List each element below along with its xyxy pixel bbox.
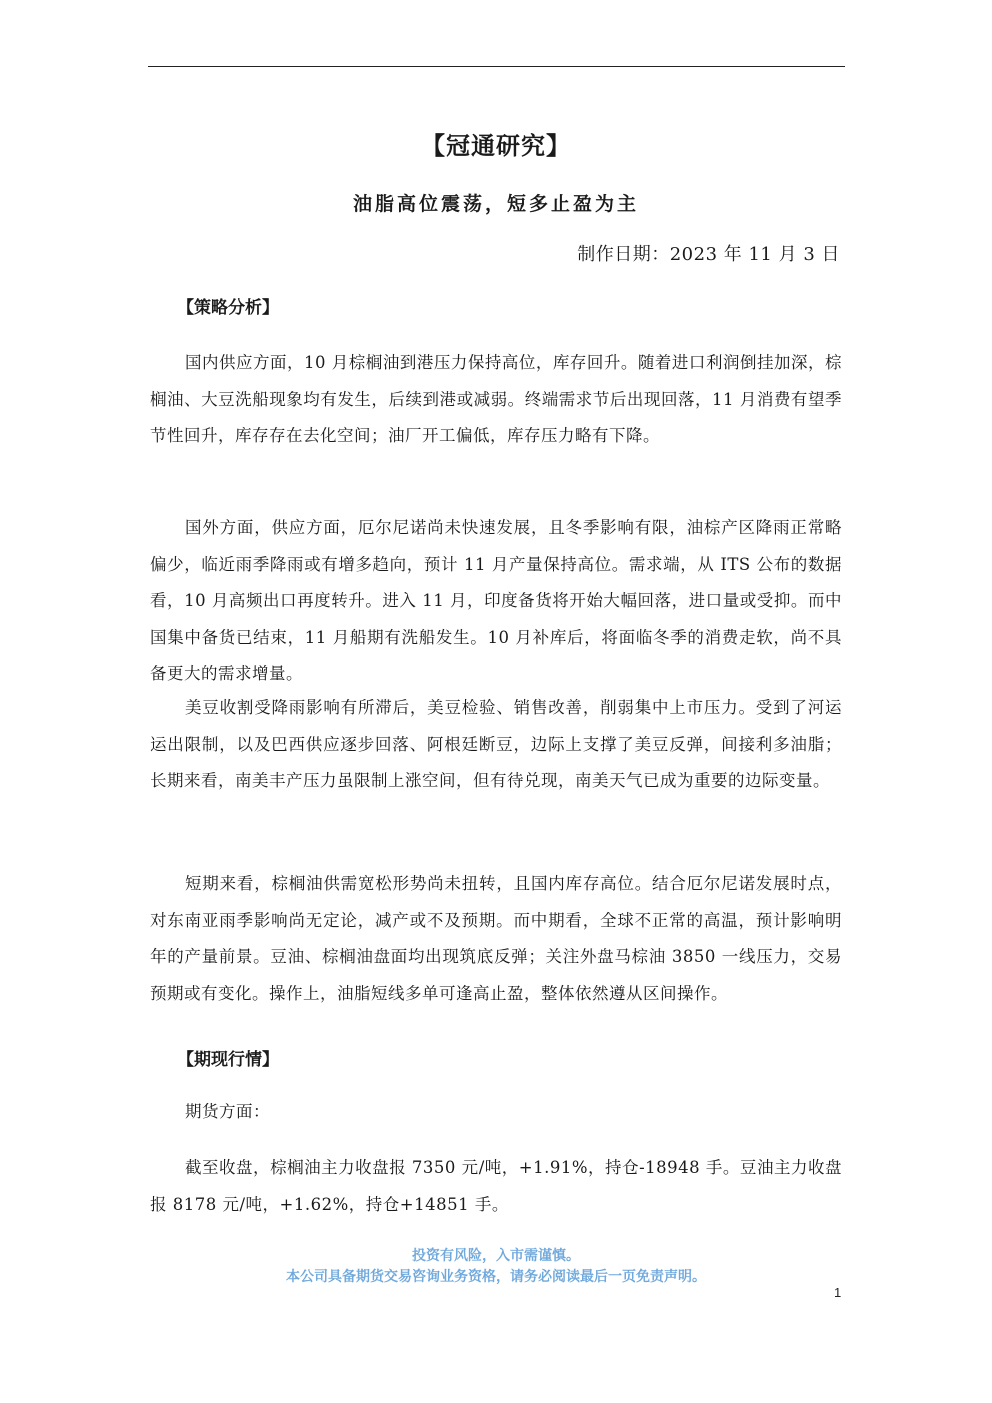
strategy-paragraph-2: 国外方面，供应方面，厄尔尼诺尚未快速发展，且冬季影响有限，油棕产区降雨正常略偏少，临近雨季降雨或有增多趋向，预计 11 月产量保持高位。需求端，从 ITS 公布的数据看，10 月高频出口再度转升。进入 11 月，印度备货将开始大幅回落，进口量或受抑。而中国集中备货已结束，11 月船期有洗船发生。10 月补库后，将面临冬季的消费走软，尚不具备更大的需求增量。: [150, 518, 842, 683]
market-paragraph-2: 截至收盘，棕榈油主力收盘报 7350 元/吨，+1.91%，持仓-18948 手。豆油主力收盘报 8178 元/吨，+1.62%，持仓+14851 手。: [150, 1158, 842, 1214]
document-title: 油脂高位震荡，短多止盈为主: [352, 193, 639, 215]
section-heading-strategy: 【策略分析】: [177, 298, 279, 318]
disclaimer-notice: 本公司具备期货交易咨询业务资格，请务必阅读最后一页免责声明。: [286, 1269, 706, 1285]
strategy-paragraph-4: 短期来看，棕榈油供需宽松形势尚未扭转，且国内库存高位。结合厄尔尼诺发展时点，对东南亚雨季影响尚无定论，减产或不及预期。而中期看，全球不正常的高温，预计影响明年的产量前景。豆油、棕榈油盘面均出现筑底反弹；关注外盘马棕油 3850 一线压力，交易预期或有变化。操作上，油脂短线多单可逢高止盈，整体依然遵从区间操作。: [150, 874, 842, 1003]
risk-warning: 投资有风险，入市需谨慎。: [412, 1248, 580, 1264]
section-heading-market: 【期现行情】: [177, 1050, 279, 1070]
document-date: 制作日期：2023 年 11 月 3 日: [577, 244, 840, 265]
market-paragraph-1: 期货方面：: [185, 1102, 270, 1121]
strategy-paragraph-3: 美豆收割受降雨影响有所滞后，美豆检验、销售改善，削弱集中上市压力。受到了河运运出限制，以及巴西供应逐步回落、阿根廷断豆，边际上支撑了美豆反弹，间接利多油脂；长期来看，南美丰产压力虽限制上涨空间，但有待兑现，南美天气已成为重要的边际变量。: [150, 698, 842, 790]
strategy-paragraph-1: 国内供应方面，10 月棕榈油到港压力保持高位，库存回升。随着进口利润倒挂加深，棕榈油、大豆洗船现象均有发生，后续到港或减弱。终端需求节后出现回落，11 月消费有望季节性回升，库存存在去化空间；油厂开工偏低，库存压力略有下降。: [150, 353, 842, 445]
page-number: 1: [834, 1285, 842, 1300]
header-rule: [148, 66, 845, 67]
brand-heading: 【冠通研究】: [421, 131, 571, 160]
